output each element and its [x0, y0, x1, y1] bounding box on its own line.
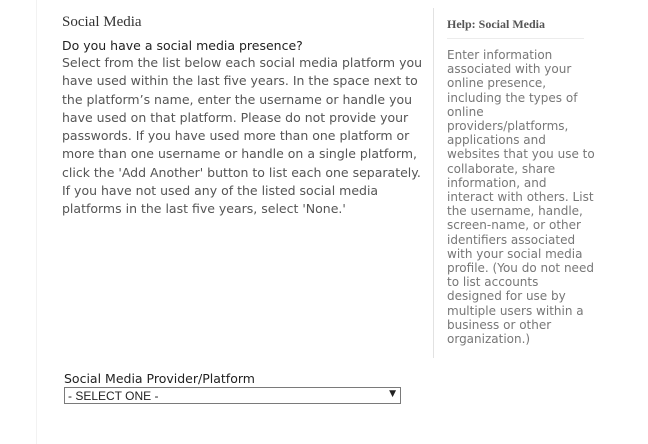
platform-select[interactable]: [64, 387, 401, 404]
social-media-section: [62, 14, 427, 219]
platform-field: [64, 372, 401, 404]
help-text: Enter information associated with your online presence, including the types of online providers/platforms, applications and websites that you use to collaborate, share information, and interact with others. List the username, handle, screen-name, or other identifiers associated with your social media profile. (You do not need to list accounts designed for use by multiple users within a business or other organization.): [447, 48, 595, 347]
section-title: Social Media: [62, 14, 142, 30]
instructions-text: Select from the list below each social media platform you have used within the last five years. In the space next to the platform’s name, enter the username or handle you have used on that platform. Please do not provide your passwords. If you have used more than one platform or more than one username or handle on a single platform, click the 'Add Another' button to list each one separately. If you have not used any of the listed social media platforms in the last five years, select 'None.': [62, 55, 423, 217]
help-title: Help: Social Media: [447, 17, 584, 39]
help-panel: [433, 8, 595, 358]
platform-label: Social Media Provider/Platform: [64, 371, 255, 386]
dropdown-arrow-icon: ▼: [389, 389, 396, 399]
platform-select-value: - SELECT ONE -: [68, 389, 159, 403]
social-media-question: Do you have a social media presence?: [62, 38, 303, 53]
page-divider: [36, 0, 37, 444]
